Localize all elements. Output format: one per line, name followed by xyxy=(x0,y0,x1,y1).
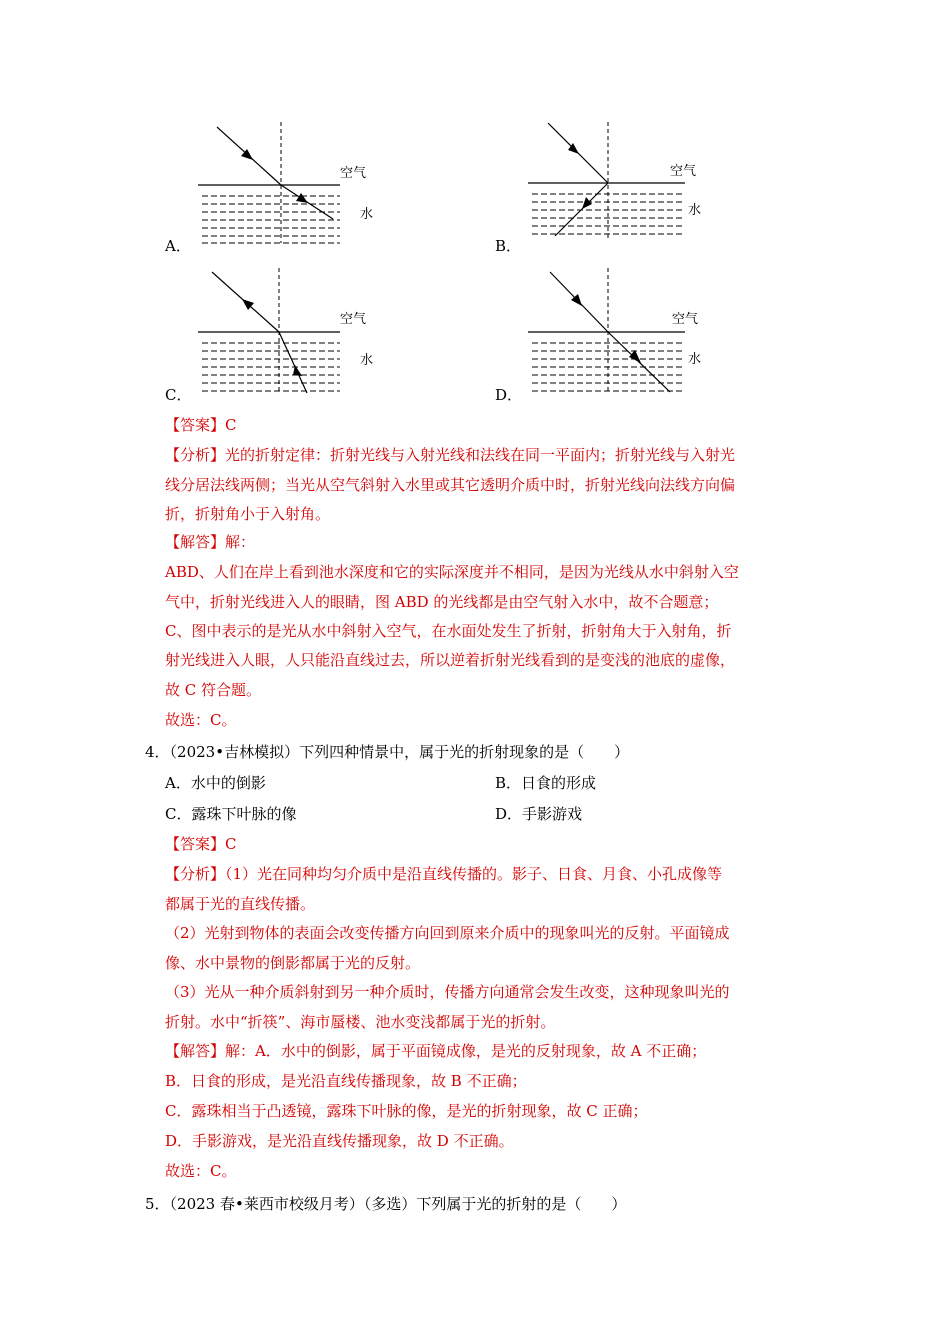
water-label: 水 xyxy=(688,203,702,218)
diagram-a-label: A． xyxy=(165,237,191,255)
air-label: 空气 xyxy=(672,312,699,327)
q4-analysis-line: 都属于光的直线传播。 xyxy=(165,895,316,913)
q4-solution-line: B．日食的形成，是光沿直线传播现象，故 B 不正确； xyxy=(165,1072,527,1090)
q4-analysis-line: （3）光从一种介质斜射到另一种介质时，传播方向通常会发生改变，这种现象叫光的 xyxy=(165,983,730,1001)
q4-solution-line: 【解答】解：A．水中的倒影，属于平面镜成像，是光的反射现象，故 A 不正确； xyxy=(165,1042,707,1060)
q3-solution-line: C、图中表示的是光从水中斜射入空气，在水面处发生了折射，折射角大于入射角，折 xyxy=(165,622,732,640)
water-label: 水 xyxy=(688,352,702,367)
q4-stem: 4．（2023•吉林模拟）下列四种情景中，属于光的折射现象的是（ ） xyxy=(145,743,630,761)
diagram-d-label: D． xyxy=(495,386,523,404)
water-label: 水 xyxy=(360,207,374,222)
q4-choice: 故选：C。 xyxy=(165,1162,237,1180)
diagram-a xyxy=(190,118,390,253)
q3-answer: 【答案】C xyxy=(165,416,237,434)
q3-choice: 故选：C。 xyxy=(165,711,237,729)
diagram-d xyxy=(520,266,720,401)
q3-analysis-line: 折，折射角小于入射角。 xyxy=(165,505,331,523)
q4-analysis-line: 折射。水中“折筷”、海市蜃楼、池水变浅都属于光的折射。 xyxy=(165,1013,556,1031)
q3-solution-line: ABD、人们在岸上看到池水深度和它的实际深度并不相同，是因为光线从水中斜射入空 xyxy=(165,563,739,581)
q4-analysis-line: 【分析】（1）光在同种均匀介质中是沿直线传播的。影子、日食、月食、小孔成像等 xyxy=(165,865,723,883)
diagram-b xyxy=(520,118,720,253)
air-label: 空气 xyxy=(340,312,367,327)
diagram-b-label: B． xyxy=(495,237,522,255)
diagram-c-label: C． xyxy=(165,386,192,404)
q4-option-c: C．露珠下叶脉的像 xyxy=(165,805,297,823)
air-label: 空气 xyxy=(670,164,697,179)
diagram-c xyxy=(190,266,390,401)
q4-solution-line: C．露珠相当于凸透镜，露珠下叶脉的像，是光的折射现象，故 C 正确； xyxy=(165,1102,648,1120)
q4-analysis-line: 像、水中景物的倒影都属于光的反射。 xyxy=(165,954,421,972)
q3-solution-head: 【解答】解： xyxy=(165,533,256,551)
q4-solution-line: D．手影游戏，是光沿直线传播现象，故 D 不正确。 xyxy=(165,1132,514,1150)
q4-analysis-line: （2）光射到物体的表面会改变传播方向回到原来介质中的现象叫光的反射。平面镜成 xyxy=(165,924,730,942)
q3-solution-line: 故 C 符合题。 xyxy=(165,681,262,699)
water-label: 水 xyxy=(360,353,374,368)
q4-option-a: A．水中的倒影 xyxy=(165,774,266,792)
q5-stem: 5．（2023 春•莱西市校级月考）（多选）下列属于光的折射的是（ ） xyxy=(145,1195,627,1213)
q3-solution-line: 射光线进入人眼，人只能沿直线过去，所以逆着折射光线看到的是变浅的池底的虚像， xyxy=(165,651,736,669)
air-label: 空气 xyxy=(340,166,367,181)
q4-option-d: D．手影游戏 xyxy=(495,805,583,823)
q4-option-b: B．日食的形成 xyxy=(495,774,597,792)
q3-solution-line: 气中，折射光线进入人的眼睛，图 ABD 的光线都是由空气射入水中，故不合题意； xyxy=(165,593,719,611)
q3-analysis-line: 线分居法线两侧；当光从空气斜射入水里或其它透明介质中时，折射光线向法线方向偏 xyxy=(165,476,736,494)
q4-answer: 【答案】C xyxy=(165,835,237,853)
q3-analysis-line: 【分析】光的折射定律：折射光线与入射光线和法线在同一平面内；折射光线与入射光 xyxy=(165,446,736,464)
